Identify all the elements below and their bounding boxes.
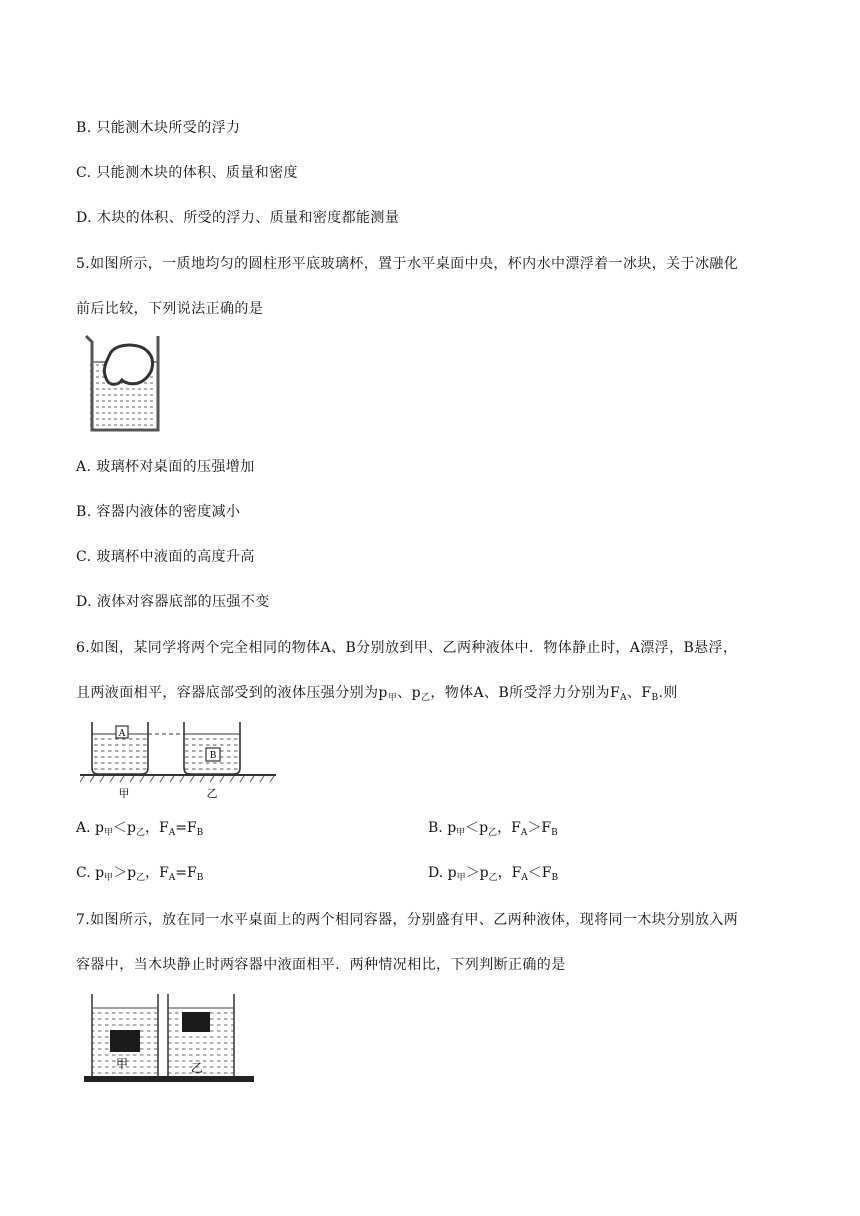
q5-option-c: C. 玻璃杯中液面的高度升高: [76, 549, 255, 565]
q5-option-a: A. 玻璃杯对桌面的压强增加: [76, 459, 255, 475]
wood-block-yi: [182, 1012, 210, 1032]
q4-option-c: C. 只能测木块的体积、质量和密度: [76, 165, 298, 181]
svg-text:乙: 乙: [206, 787, 218, 800]
svg-text:B: B: [209, 751, 217, 761]
q7-stem-line1: 7.如图所示，放在同一水平桌面上的两个相同容器，分别盛有甲、乙两种液体，现将同一木块分别放入两: [76, 912, 739, 928]
beaker-with-ice-figure: [84, 332, 164, 436]
q6-option-b: B. $p_甲<p_乙$，$F_A>F_B$: [428, 820, 558, 838]
q6-stem-line2: 且两液面相平，容器底部受到的液体压强分别为$p_甲$、$p_乙$，物体A、B所受浮力分别为$F_A$、$F_B$.则: [76, 685, 678, 703]
q6-stem-line1: 6.如图，某同学将两个完全相同的物体A、B分别放到甲、乙两种液体中．物体静止时，A漂浮，B悬浮，: [76, 640, 738, 656]
wood-block-jia: [110, 1030, 140, 1052]
svg-text:甲: 甲: [118, 787, 130, 800]
q6-option-a: A. $p_甲<p_乙$，$F_A=F_B$: [76, 820, 204, 838]
q6-option-d: D. $p_甲>p_乙$，$F_A<F_B$: [428, 865, 559, 883]
svg-text:乙: 乙: [190, 1061, 204, 1075]
two-containers-wood-block-figure: [84, 992, 256, 1088]
q5-stem-line2: 前后比较，下列说法正确的是: [76, 301, 264, 317]
svg-text:甲: 甲: [115, 1057, 129, 1071]
q5-option-d: D. 液体对容器底部的压强不变: [76, 594, 270, 610]
q7-stem-line2: 容器中，当木块静止时两容器中液面相平．两种情况相比，下列判断正确的是: [76, 957, 566, 973]
q5-stem-line1: 5.如图所示，一质地均匀的圆柱形平底玻璃杯，置于水平桌面中央，杯内水中漂浮着一冰块，关于冰融化: [76, 256, 739, 272]
q5-option-b: B. 容器内液体的密度减小: [76, 504, 241, 520]
q4-option-d: D. 木块的体积、所受的浮力、质量和密度都能测量: [76, 210, 400, 226]
two-containers-ab-figure: [80, 718, 280, 804]
q4-option-b: B. 只能测木块所受的浮力: [76, 120, 241, 136]
svg-text:A: A: [118, 729, 126, 739]
q6-option-c: C. $p_甲>p_乙$，$F_A=F_B$: [76, 865, 204, 883]
